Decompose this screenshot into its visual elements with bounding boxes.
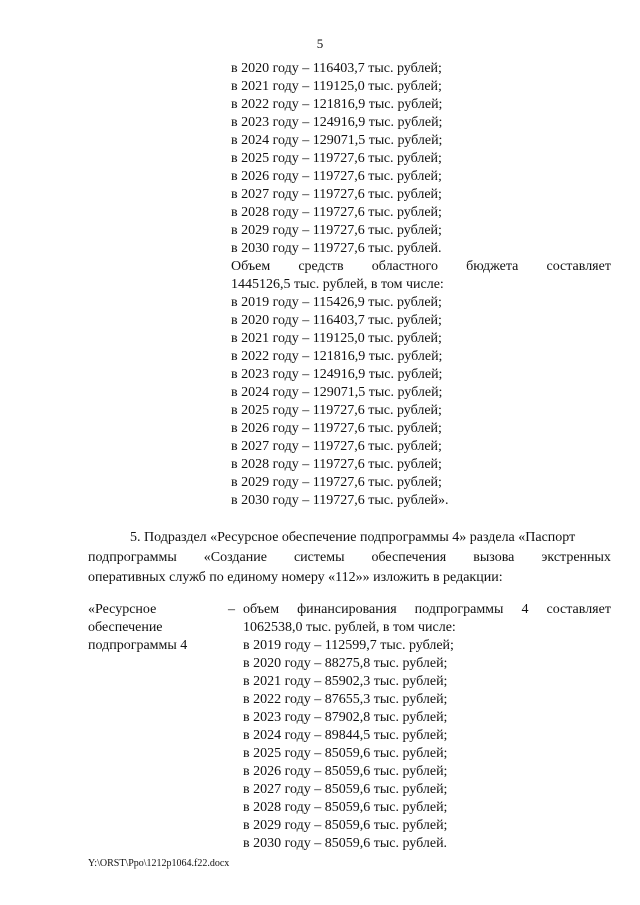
regional-year-line: в 2019 году – 115426,9 тыс. рублей; bbox=[231, 295, 442, 310]
resource-intro-word: составляет bbox=[546, 602, 611, 617]
regional-year-line: в 2022 году – 121816,9 тыс. рублей; bbox=[231, 349, 443, 364]
regional-year-line: в 2029 году – 119727,6 тыс. рублей; bbox=[231, 475, 442, 490]
budget-year-line: в 2030 году – 119727,6 тыс. рублей. bbox=[231, 241, 442, 256]
regional-year-line: в 2021 году – 119125,0 тыс. рублей; bbox=[231, 331, 442, 346]
resource-year-line: в 2030 году – 85059,6 тыс. рублей. bbox=[243, 836, 448, 851]
paragraph-5-word: экстренных bbox=[541, 550, 611, 565]
resource-year-line: в 2019 году – 112599,7 тыс. рублей; bbox=[243, 638, 454, 653]
paragraph-5-line-2 bbox=[88, 548, 611, 568]
budget-year-line: в 2027 году – 119727,6 тыс. рублей; bbox=[231, 187, 442, 202]
regional-budget-lines bbox=[231, 294, 611, 510]
budget-year-line: в 2020 году – 116403,7 тыс. рублей; bbox=[231, 61, 442, 76]
budget-year-line: в 2024 году – 129071,5 тыс. рублей; bbox=[231, 133, 443, 148]
resource-intro-word: подпрограммы bbox=[414, 602, 504, 617]
paragraph-5-word: подпрограммы bbox=[88, 550, 177, 565]
regional-intro-word: составляет bbox=[546, 259, 611, 274]
regional-year-line: в 2025 году – 119727,6 тыс. рублей; bbox=[231, 403, 442, 418]
resource-year-line: в 2021 году – 85902,3 тыс. рублей; bbox=[243, 674, 448, 689]
resource-year-lines bbox=[243, 637, 611, 853]
resource-year-line: в 2028 году – 85059,6 тыс. рублей; bbox=[243, 800, 448, 815]
regional-year-line: в 2024 году – 129071,5 тыс. рублей; bbox=[231, 385, 443, 400]
resource-intro-word: 4 bbox=[521, 602, 529, 617]
budget-year-line: в 2022 году – 121816,9 тыс. рублей; bbox=[231, 97, 443, 112]
regional-budget-total: 1445126,5 тыс. рублей, в том числе: bbox=[231, 277, 444, 292]
resource-financing-intro bbox=[243, 601, 611, 619]
paragraph-5-line-3: оперативных служб по единому номеру «112»» изложить в редакции: bbox=[88, 570, 503, 585]
paragraph-5-word: «Создание bbox=[203, 550, 267, 565]
regional-intro-word: Объем bbox=[231, 259, 271, 274]
resource-year-line: в 2025 году – 85059,6 тыс. рублей; bbox=[243, 746, 448, 761]
regional-year-line: в 2020 году – 116403,7 тыс. рублей; bbox=[231, 313, 442, 328]
regional-intro-word: бюджета bbox=[466, 259, 519, 274]
budget-year-line: в 2023 году – 124916,9 тыс. рублей; bbox=[231, 115, 443, 130]
regional-intro-word: средств bbox=[298, 259, 344, 274]
paragraph-5 bbox=[88, 528, 611, 588]
file-path-footer: Y:\ORST\Ppo\1212p1064.f22.docx bbox=[88, 858, 230, 869]
resource-year-line: в 2020 году – 88275,8 тыс. рублей; bbox=[243, 656, 448, 671]
paragraph-5-word: вызова bbox=[473, 550, 515, 565]
regional-year-line: в 2028 году – 119727,6 тыс. рублей; bbox=[231, 457, 442, 472]
budget-year-line: в 2028 году – 119727,6 тыс. рублей; bbox=[231, 205, 442, 220]
paragraph-5-line-1: 5. Подраздел «Ресурсное обеспечение подпрограммы 4» раздела «Паспорт bbox=[130, 530, 576, 545]
resource-label bbox=[88, 601, 228, 655]
paragraph-5-word: обеспечения bbox=[371, 550, 447, 565]
resource-dash: – bbox=[228, 602, 235, 617]
regional-year-line: в 2027 году – 119727,6 тыс. рублей; bbox=[231, 439, 442, 454]
resource-label-line: «Ресурсное bbox=[88, 602, 157, 617]
resource-year-line: в 2026 году – 85059,6 тыс. рублей; bbox=[243, 764, 448, 779]
resource-body bbox=[243, 601, 611, 853]
regional-year-line: в 2023 году – 124916,9 тыс. рублей; bbox=[231, 367, 443, 382]
budget-year-line: в 2025 году – 119727,6 тыс. рублей; bbox=[231, 151, 442, 166]
resource-label-line: обеспечение bbox=[88, 620, 163, 635]
budget-lines-a bbox=[231, 60, 611, 258]
regional-budget-intro bbox=[231, 258, 611, 276]
resource-financing-total: 1062538,0 тыс. рублей, в том числе: bbox=[243, 620, 456, 635]
regional-intro-word: областного bbox=[371, 259, 438, 274]
resource-year-line: в 2023 году – 87902,8 тыс. рублей; bbox=[243, 710, 448, 725]
resource-year-line: в 2024 году – 89844,5 тыс. рублей; bbox=[243, 728, 448, 743]
paragraph-5-word: системы bbox=[293, 550, 345, 565]
resource-intro-word: объем bbox=[243, 602, 280, 617]
resource-year-line: в 2029 году – 85059,6 тыс. рублей; bbox=[243, 818, 448, 833]
resource-intro-word: финансирования bbox=[297, 602, 397, 617]
budget-year-line: в 2029 году – 119727,6 тыс. рублей; bbox=[231, 223, 442, 238]
resource-label-line: подпрограммы 4 bbox=[88, 638, 188, 653]
budget-by-year-block bbox=[231, 60, 611, 510]
regional-year-line: в 2030 году – 119727,6 тыс. рублей». bbox=[231, 493, 449, 508]
budget-year-line: в 2026 году – 119727,6 тыс. рублей; bbox=[231, 169, 442, 184]
budget-year-line: в 2021 году – 119125,0 тыс. рублей; bbox=[231, 79, 442, 94]
resource-year-line: в 2027 году – 85059,6 тыс. рублей; bbox=[243, 782, 448, 797]
page-number: 5 bbox=[316, 36, 324, 51]
resource-year-line: в 2022 году – 87655,3 тыс. рублей; bbox=[243, 692, 448, 707]
regional-year-line: в 2026 году – 119727,6 тыс. рублей; bbox=[231, 421, 442, 436]
